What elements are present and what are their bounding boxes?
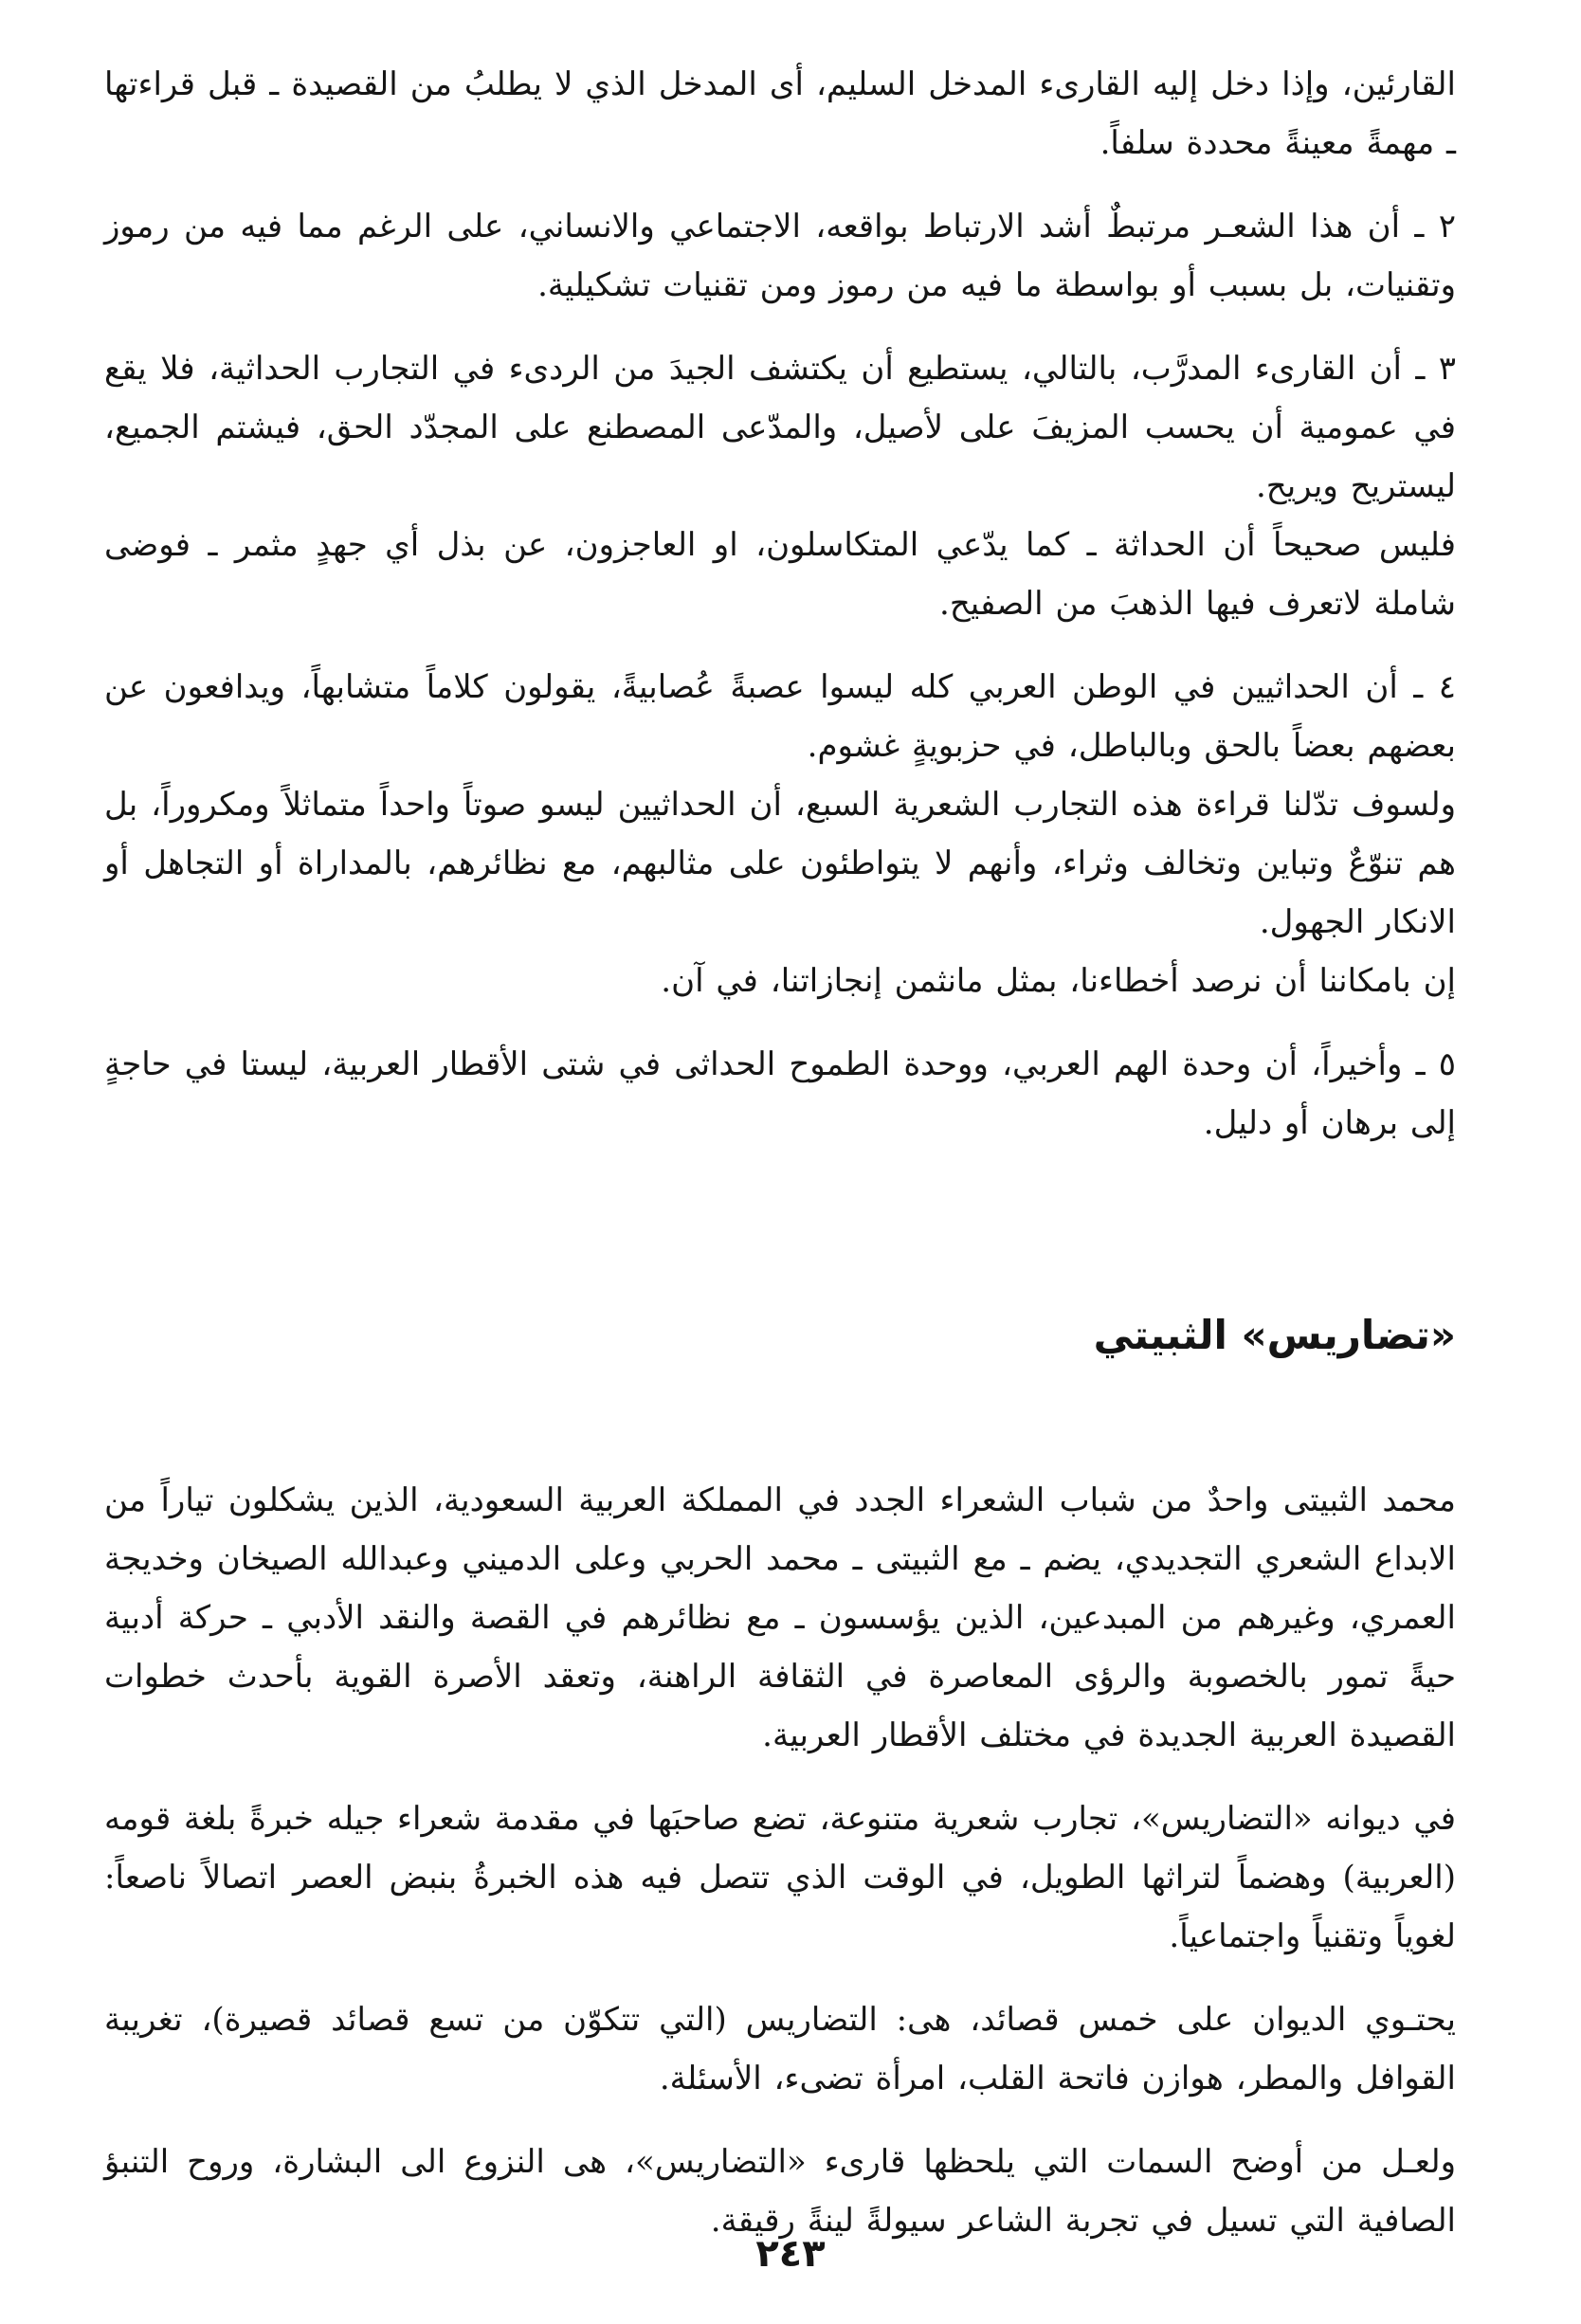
paragraph-features: ولعـل من أوضح السمات التي يلحظها قارىء «التضاريس»، هى النزوع الى البشارة، وروح التنبؤ الصافية التي تسيل في تجربة الشاعر سيولةً لينةً رقيقة.	[104, 2142, 1456, 2240]
paragraph-point-3: ٣ ـ أن القارىء المدرَّب، بالتالي، يستطيع أن يكتشف الجيدَ من الردىء في التجارب الحداثية، فلا يقع في عمومية أن يحسب المزيفَ على لأصيل، والمدّعى المصطنع على المجدّد الحق، فيشتم الجميع، ليستريح ويريح.	[104, 350, 1456, 505]
section-heading-wrap	[104, 1274, 1456, 1397]
section-heading: «تضاريس» الثبيتي	[1093, 1311, 1456, 1358]
paragraph-poems-list: يحتـوي الديوان على خمس قصائد، هى: التضاريس (التي تتكوّن من تسع قصائد قصيرة)، تغريبة القوافل والمطر، هوازن فاتحة القلب، امرأة تضىء، الأسئلة.	[104, 2000, 1456, 2097]
paragraph-point-2: ٢ ـ أن هذا الشعـر مرتبطٌ أشد الارتباط بواقعه، الاجتماعي والانساني، على الرغم مما فيه من رموز وتقنيات، بل بسبب أو بواسطة ما فيه من رموز ومن تقنيات تشكيلية.	[104, 208, 1456, 304]
paragraph-intro: القارئين، وإذا دخل إليه القارىء المدخل السليم، أى المدخل الذي لا يطلبُ من القصيدة ـ قبل قراءتها ـ مهمةً معينةً محددة سلفاً.	[104, 65, 1456, 162]
paragraph-thubaiti-intro: محمد الثبيتى واحدٌ من شباب الشعراء الجدد في المملكة العربية السعودية، الذين يشكلون تياراً من الابداع الشعري التجديدي، يضم ـ مع الثبيتى ـ محمد الحربي وعلى الدميني وعبدالله الصيخان وخديجة العمري، وغيرهم من المبدعين، الذين يؤسسون ـ مع نظائرهم في القصة والنقد الأدبي ـ حركة أدبية حيةً تمور بالخصوبة والرؤى المعاصرة في الثقافة الراهنة، وتعقد الأصرة القوية بأحدث خطوات القصيدة العربية الجديدة في مختلف الأقطار العربية.	[104, 1480, 1456, 1754]
paragraph-point-3-continued: فليس صحيحاً أن الحداثة ـ كما يدّعي المتكاسلون، او العاجزون، عن بذل أي جهدٍ مثمر ـ فوضى شاملة لاتعرف فيها الذهبَ من الصفيح.	[104, 526, 1456, 623]
book-page	[104, 55, 1456, 2324]
paragraph-point-4: ٤ ـ أن الحداثيين في الوطن العربي كله ليسوا عصبةً عُصابيةً، يقولون كلاماً متشابهاً، ويدافعون عن بعضهم بعضاً بالحق وبالباطل، في حزبويةٍ غشوم.	[104, 668, 1456, 765]
continued-list-section	[104, 55, 1456, 1153]
paragraph-point-5: ٥ ـ وأخيراً، أن وحدة الهم العربي، ووحدة الطموح الحداثى في شتى الأقطار العربية، ليستا في حاجةٍ إلى برهان أو دليل.	[104, 1045, 1456, 1142]
tadaris-section	[104, 1274, 1456, 2250]
paragraph-point-4-conclusion: إن بامكاننا أن نرصد أخطاءنا، بمثل مانثمن إنجازاتنا، في آن.	[661, 962, 1456, 1000]
paragraph-point-4-continued: ولسوف تدّلنا قراءة هذه التجارب الشعرية السبع، أن الحداثيين ليسو صوتاً واحداً متماثلاً ومكروراً، بل هم تنوّعٌ وتباين وتخالف وثراء، وأنهم لا يتواطئون على مثالبهم، مع نظائرهم، بالمداراة أو التجاهل أو الانكار الجهول.	[104, 786, 1456, 941]
page-number: ٢٤٣	[755, 2232, 826, 2276]
paragraph-diwan: في ديوانه «التضاريس»، تجارب شعرية متنوعة، تضع صاحبَها في مقدمة شعراء جيله خبرةً بلغة قومه (العربية) وهضماً لتراثها الطويل، في الوقت الذي تتصل فيه هذه الخبرةُ بنبض العصر اتصالاً ناصعاً: لغوياً وتقنياً واجتماعياً.	[104, 1799, 1456, 1955]
